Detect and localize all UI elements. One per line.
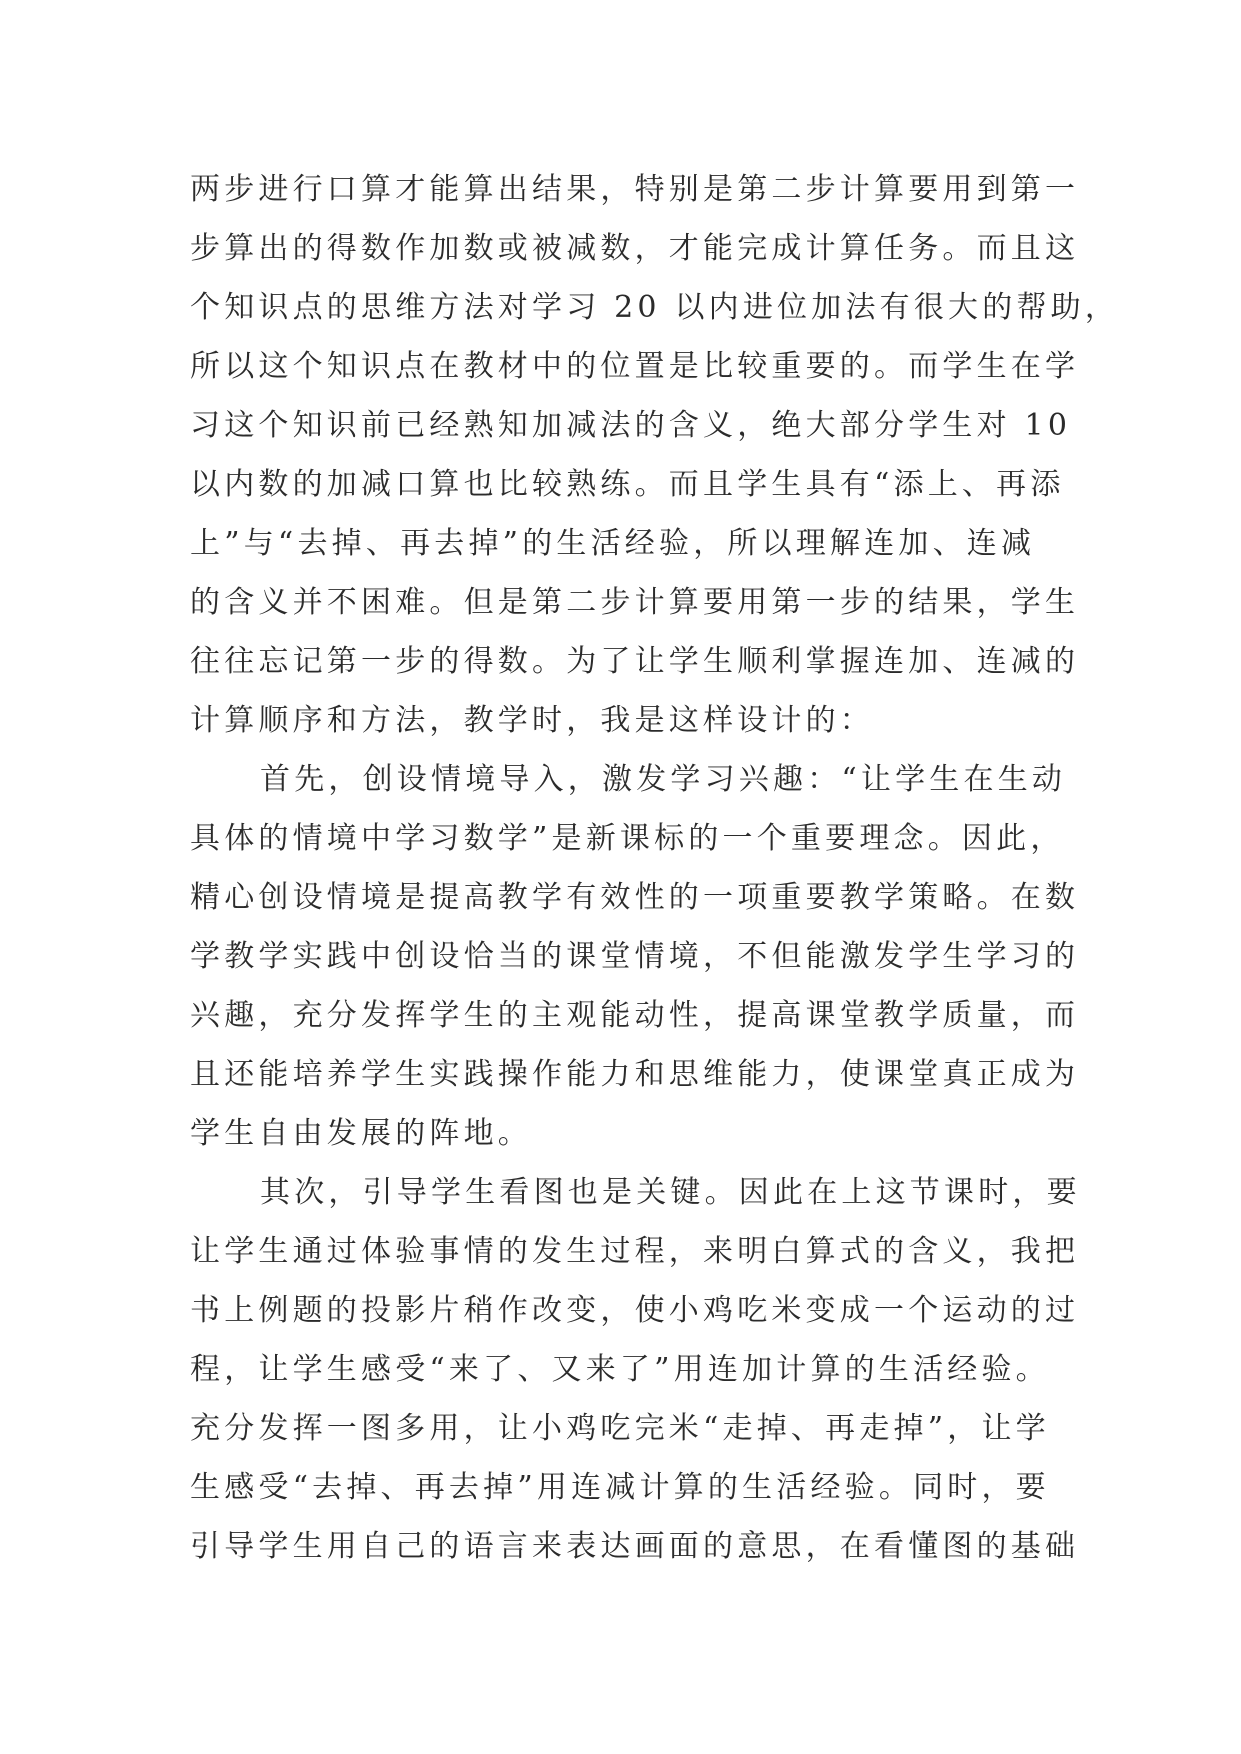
body-text <box>190 160 1120 1576</box>
text-line: 往往忘记第一步的得数。为了让学生顺利掌握连加、连减的 <box>190 644 1080 679</box>
text-line: 上”与“去掉、再去掉”的生活经验，所以理解连加、连减 <box>190 526 1036 561</box>
text-line: 引导学生用自己的语言来表达画面的意思，在看懂图的基础 <box>190 1529 1080 1564</box>
paragraph-first-line: 首先，创设情境导入，激发学习兴趣：“让学生在生动 <box>260 762 1067 797</box>
paragraph-first-line: 其次，引导学生看图也是关键。因此在上这节课时，要 <box>260 1175 1081 1210</box>
text-line: 两步进行口算才能算出结果，特别是第二步计算要用到第一 <box>190 172 1080 207</box>
text-line: 学教学实践中创设恰当的课堂情境，不但能激发学生学习的 <box>190 939 1080 974</box>
text-line: 书上例题的投影片稍作改变，使小鸡吃米变成一个运动的过 <box>190 1293 1080 1328</box>
text-line: 学生自由发展的阵地。 <box>190 1116 532 1151</box>
text-line: 程，让学生感受“来了、又来了”用连加计算的生活经验。 <box>190 1352 1050 1387</box>
text-line: 计算顺序和方法，教学时，我是这样设计的： <box>190 703 874 738</box>
text-line: 精心创设情境是提高教学有效性的一项重要教学策略。在数 <box>190 880 1080 915</box>
text-line: 充分发挥一图多用，让小鸡吃完米“走掉、再走掉”，让学 <box>190 1411 1050 1446</box>
text-line: 个知识点的思维方法对学习 20 以内进位加法有很大的帮助， <box>190 290 1120 325</box>
text-line: 习这个知识前已经熟知加减法的含义，绝大部分学生对 10 <box>190 408 1072 443</box>
text-line: 所以这个知识点在教材中的位置是比较重要的。而学生在学 <box>190 349 1080 384</box>
text-line: 兴趣，充分发挥学生的主观能动性，提高课堂教学质量，而 <box>190 998 1080 1033</box>
text-line: 的含义并不困难。但是第二步计算要用第一步的结果，学生 <box>190 585 1080 620</box>
text-line: 以内数的加减口算也比较熟练。而且学生具有“添上、再添 <box>190 467 1065 502</box>
text-line: 生感受“去掉、再去掉”用连减计算的生活经验。同时，要 <box>190 1470 1050 1505</box>
text-line: 让学生通过体验事情的发生过程，来明白算式的含义，我把 <box>190 1234 1080 1269</box>
text-line: 具体的情境中学习数学”是新课标的一个重要理念。因此， <box>190 821 1065 856</box>
text-line: 且还能培养学生实践操作能力和思维能力，使课堂真正成为 <box>190 1057 1080 1092</box>
text-line: 步算出的得数作加数或被减数，才能完成计算任务。而且这 <box>190 231 1080 266</box>
